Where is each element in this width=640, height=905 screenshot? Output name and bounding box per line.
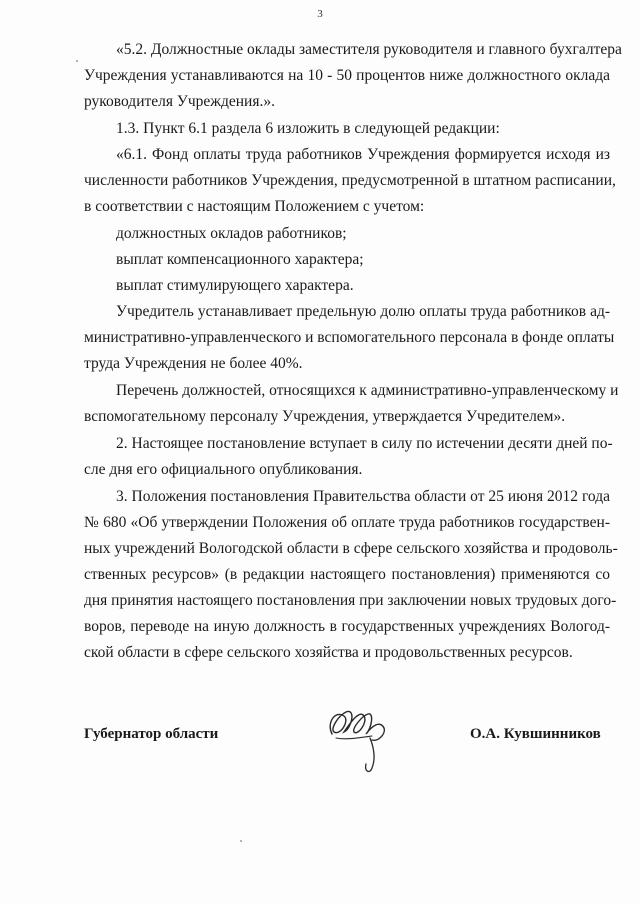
text-line: дня принятия настоящего постановления при заключении новых трудовых дого-	[84, 592, 617, 609]
text-line: 2. Настоящее постановление вступает в силу по истечении десяти дней по-	[116, 435, 613, 452]
list-item: выплат стимулирующего характера.	[116, 277, 354, 294]
list-item: выплат компенсационного характера;	[116, 251, 364, 268]
text-line: Учреждения устанавливаются на 10 - 50 процентов ниже должностного оклада	[84, 67, 610, 84]
text-line: Перечень должностей, относящихся к административно-управленческому и	[116, 382, 619, 399]
signatory-name: О.А. Кувшинников	[470, 726, 601, 742]
text-line: ственных ресурсов» (в редакции настоящего постановления) применяются со	[84, 566, 610, 583]
text-line: 1.3. Пункт 6.1 раздела 6 изложить в следующей редакции:	[116, 120, 500, 137]
page-number: 3	[317, 8, 323, 20]
handwritten-signature	[322, 702, 398, 778]
text-line: министративно-управленческого и вспомогательного персонала в фонде оплаты	[84, 329, 615, 346]
signatory-position: Губернатор области	[84, 726, 219, 742]
text-line: численности работников Учреждения, предусмотренной в штатном расписании,	[84, 172, 616, 189]
text-line: «6.1. Фонд оплаты труда работников Учреждения формируется исходя из	[116, 146, 610, 163]
text-line: № 680 «Об утверждении Положения об оплате труда работников государствен-	[84, 514, 610, 531]
scan-speck	[76, 60, 78, 62]
text-line: ской области в сфере сельского хозяйства и продовольственных ресурсов.	[84, 644, 573, 661]
text-line: «5.2. Должностные оклады заместителя руководителя и главного бухгалтера	[116, 41, 622, 58]
text-line: труда Учреждения не более 40%.	[84, 355, 303, 372]
scan-speck	[240, 840, 242, 842]
text-line: 3. Положения постановления Правительства области от 25 июня 2012 года	[116, 488, 610, 505]
text-line: сле дня его официального опубликования.	[84, 461, 363, 478]
text-line: вспомогательному персоналу Учреждения, утверждается Учредителем».	[84, 408, 566, 425]
list-item: должностных окладов работников;	[116, 225, 347, 242]
text-line: воров, переводе на иную должность в государственных учреждениях Вологод-	[84, 618, 610, 635]
text-line: руководителя Учреждения.».	[84, 93, 275, 110]
text-line: Учредитель устанавливает предельную долю оплаты труда работников ад-	[116, 303, 610, 320]
text-line: ных учреждений Вологодской области в сфере сельского хозяйства и продоволь-	[84, 540, 618, 557]
text-line: в соответствии с настоящим Положением с учетом:	[84, 198, 425, 215]
